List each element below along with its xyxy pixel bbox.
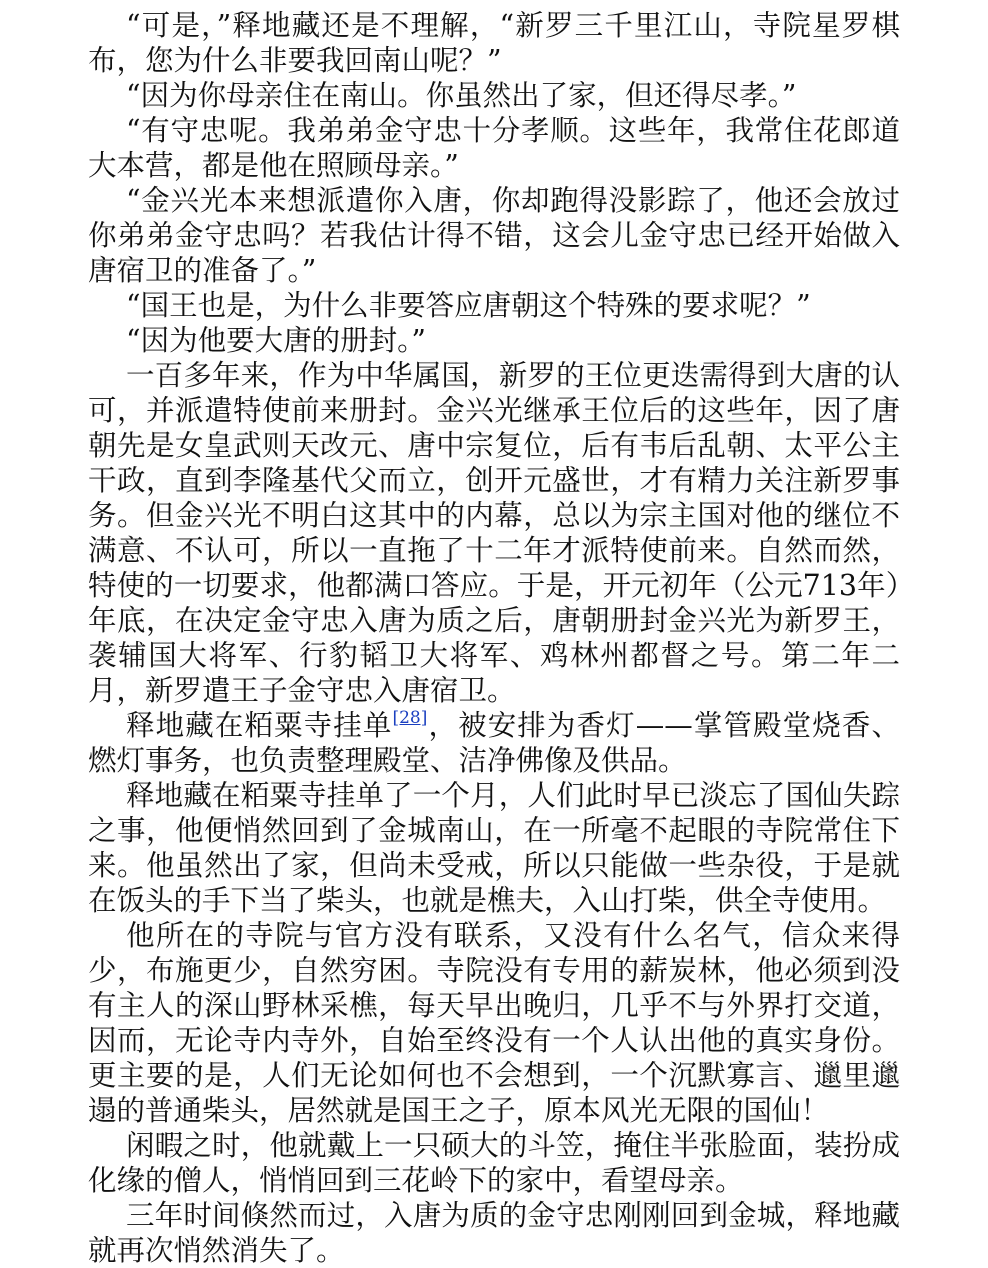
paragraph-5: “国王也是，为什么非要答应唐朝这个特殊的要求呢？”	[126, 289, 811, 322]
paragraph-7: 一百多年来，作为中华属国，新罗的王位更迭需得到大唐的认可，并派遣特使前来册封。金兴光继承王位后的这些年，因了唐朝先是女皇武则天改元、唐中宗复位，后有韦后乱朝、太平公主干政，直到李隆基代父而立，创开元盛世，才有精力关注新罗事务。但金兴光不明白这其中的内幕，总以为宗主国对他的继位不满意、不认可，所以一直拖了十二年才派特使前来。自然而然，特使的一切要求，他都满口答应。于是，开元初年（公元713年）年底，在决定金守忠入唐为质之后，唐朝册封金兴光为新罗王，袭辅国大将军、行豹韬卫大将军、鸡林州都督之号。第二年二月，新罗遣王子金守忠入唐宿卫。	[88, 359, 900, 707]
paragraph-2: “因为你母亲住在南山。你虽然出了家，但还得尽孝。”	[126, 79, 797, 112]
paragraph-9: 释地藏在粨粟寺挂单了一个月，人们此时早已淡忘了国仙失踪之事，他便悄然回到了金城南山，在一所毫不起眼的寺院常住下来。他虽然出了家，但尚未受戒，所以只能做一些杂役，于是就在饭头的手下当了柴头，也就是樵夫，入山打柴，供全寺使用。	[88, 779, 900, 917]
paragraph-8-lead: 释地藏在粨粟寺挂单	[126, 709, 393, 742]
paragraph-8-rest: ，被安排为香灯——掌管殿堂烧香、燃灯事务，也负责整理殿堂、洁净佛像及供品。	[88, 709, 900, 777]
paragraph-3: “有守忠呢。我弟弟金守忠十分孝顺。这些年，我常住花郎道大本营，都是他在照顾母亲。”	[88, 114, 900, 182]
paragraph-10: 他所在的寺院与官方没有联系，又没有什么名气，信众来得少，布施更少，自然穷困。寺院没有专用的薪炭林，他必须到没有主人的深山野林采樵，每天早出晚归，几乎不与外界打交道，因而，无论寺内寺外，自始至终没有一个人认出他的真实身份。更主要的是，人们无论如何也不会想到，一个沉默寡言、邋里邋遢的普通柴头，居然就是国王之子，原本风光无限的国仙！	[88, 919, 900, 1127]
paragraph-1: “可是，”释地藏还是不理解，“新罗三千里江山，寺院星罗棋布，您为什么非要我回南山呢？”	[88, 9, 900, 77]
paragraph-11: 闲暇之时，他就戴上一只硕大的斗笠，掩住半张脸面，装扮成化缘的僧人，悄悄回到三花岭下的家中，看望母亲。	[88, 1129, 900, 1197]
paragraph-4: “金兴光本来想派遣你入唐，你却跑得没影踪了，他还会放过你弟弟金守忠吗？若我估计得不错，这会儿金守忠已经开始做入唐宿卫的准备了。”	[88, 184, 900, 287]
book-page	[88, 8, 900, 1268]
paragraph-12: 三年时间倏然而过，入唐为质的金守忠刚刚回到金城，释地藏就再次悄然消失了。	[88, 1199, 900, 1267]
footnote-link[interactable]: [28]	[392, 708, 428, 728]
paragraph-8	[88, 708, 900, 778]
paragraph-6: “因为他要大唐的册封。”	[126, 324, 426, 357]
